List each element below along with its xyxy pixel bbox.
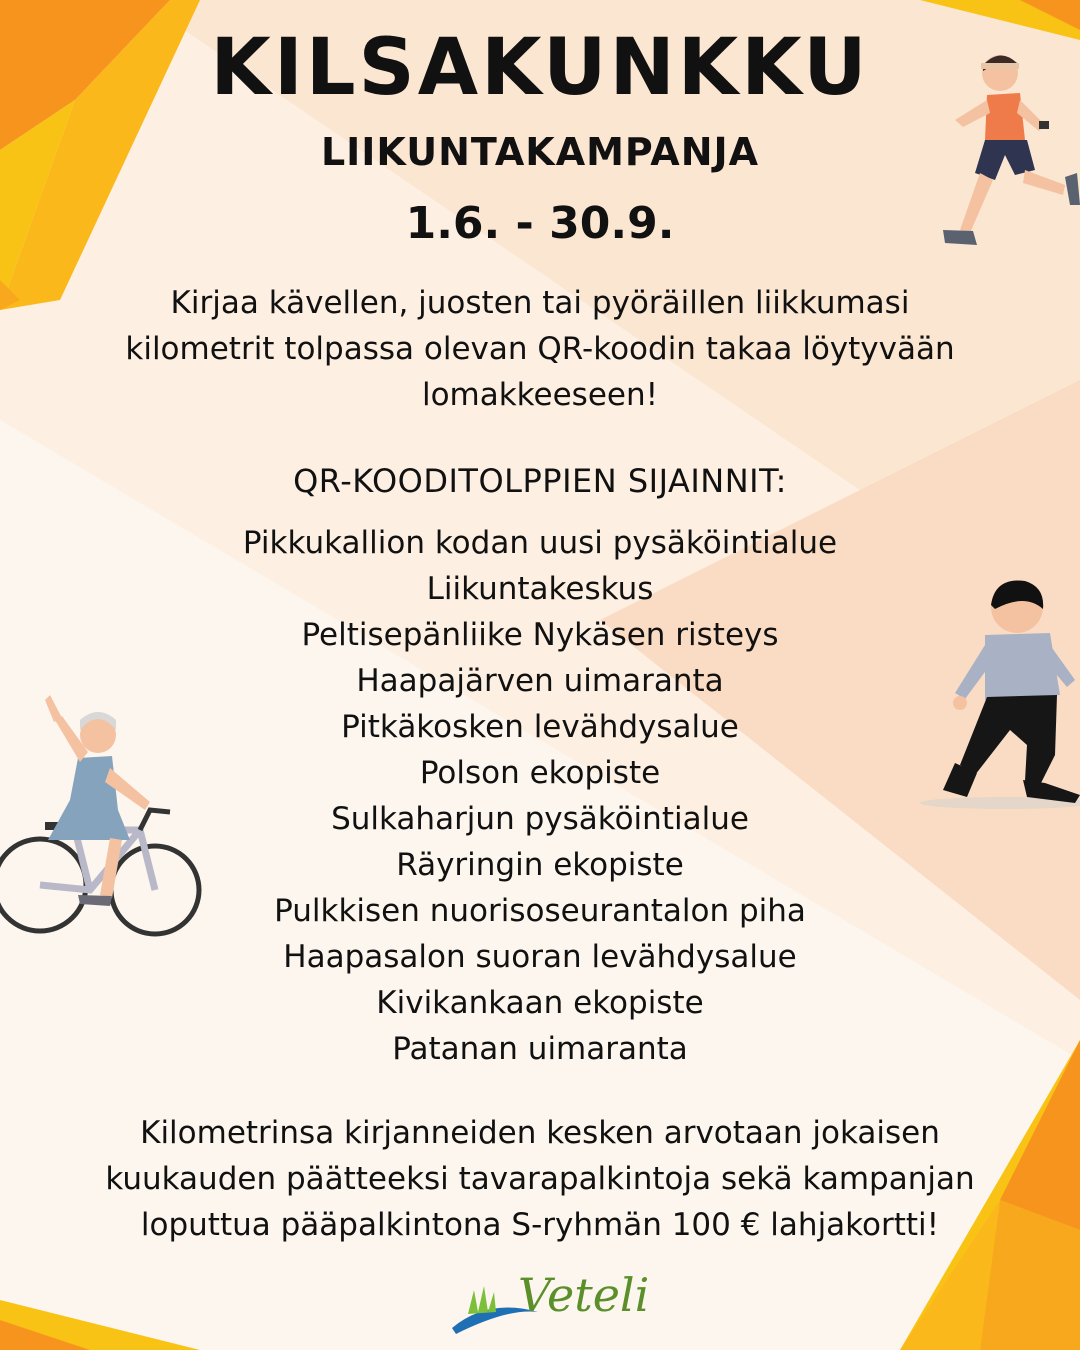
campaign-dates: 1.6. - 30.9. bbox=[405, 198, 675, 249]
intro-text bbox=[0, 280, 1080, 418]
list-item: Haapasalon suoran levähdysalue bbox=[283, 939, 797, 975]
prize-line: kuukauden päätteeksi tavarapalkintoja sekä kampanjan bbox=[105, 1161, 975, 1197]
list-item: Pitkäkosken levähdysalue bbox=[341, 709, 739, 745]
campaign-title: KILSAKUNKKU bbox=[210, 23, 870, 113]
prize-line: Kilometrinsa kirjanneiden kesken arvotaan jokaisen bbox=[140, 1115, 940, 1151]
campaign-subtitle: LIIKUNTAKAMPANJA bbox=[320, 130, 760, 174]
prize-line: loputtua pääpalkintona S-ryhmän 100 € lahjakortti! bbox=[140, 1207, 940, 1243]
list-item: Pulkkisen nuorisoseurantalon piha bbox=[274, 893, 806, 929]
list-item: Polson ekopiste bbox=[419, 755, 661, 791]
list-item: Peltisepänliike Nykäsen risteys bbox=[301, 617, 779, 653]
list-item: Patanan uimaranta bbox=[392, 1031, 688, 1067]
intro-line: Kirjaa kävellen, juosten tai pyöräillen liikkumasi bbox=[170, 285, 910, 321]
intro-line: kilometrit tolpassa olevan QR-koodin takaa löytyvään bbox=[125, 331, 955, 367]
list-item: Pikkukallion kodan uusi pysäköintialue bbox=[242, 525, 838, 561]
list-item: Haapajärven uimaranta bbox=[356, 663, 724, 699]
list-item: Kivikankaan ekopiste bbox=[376, 985, 704, 1021]
list-item: Räyringin ekopiste bbox=[396, 847, 684, 883]
prize-text bbox=[0, 1110, 1080, 1248]
locations-heading: QR-KOODITOLPPIEN SIJAINNIT: bbox=[293, 462, 787, 500]
list-item: Sulkaharjun pysäköintialue bbox=[331, 801, 749, 837]
intro-line: lomakkeeseen! bbox=[421, 377, 659, 413]
logo-text: Veteli bbox=[518, 1268, 650, 1322]
list-item: Liikuntakeskus bbox=[426, 571, 654, 607]
locations-list bbox=[0, 520, 1080, 1072]
